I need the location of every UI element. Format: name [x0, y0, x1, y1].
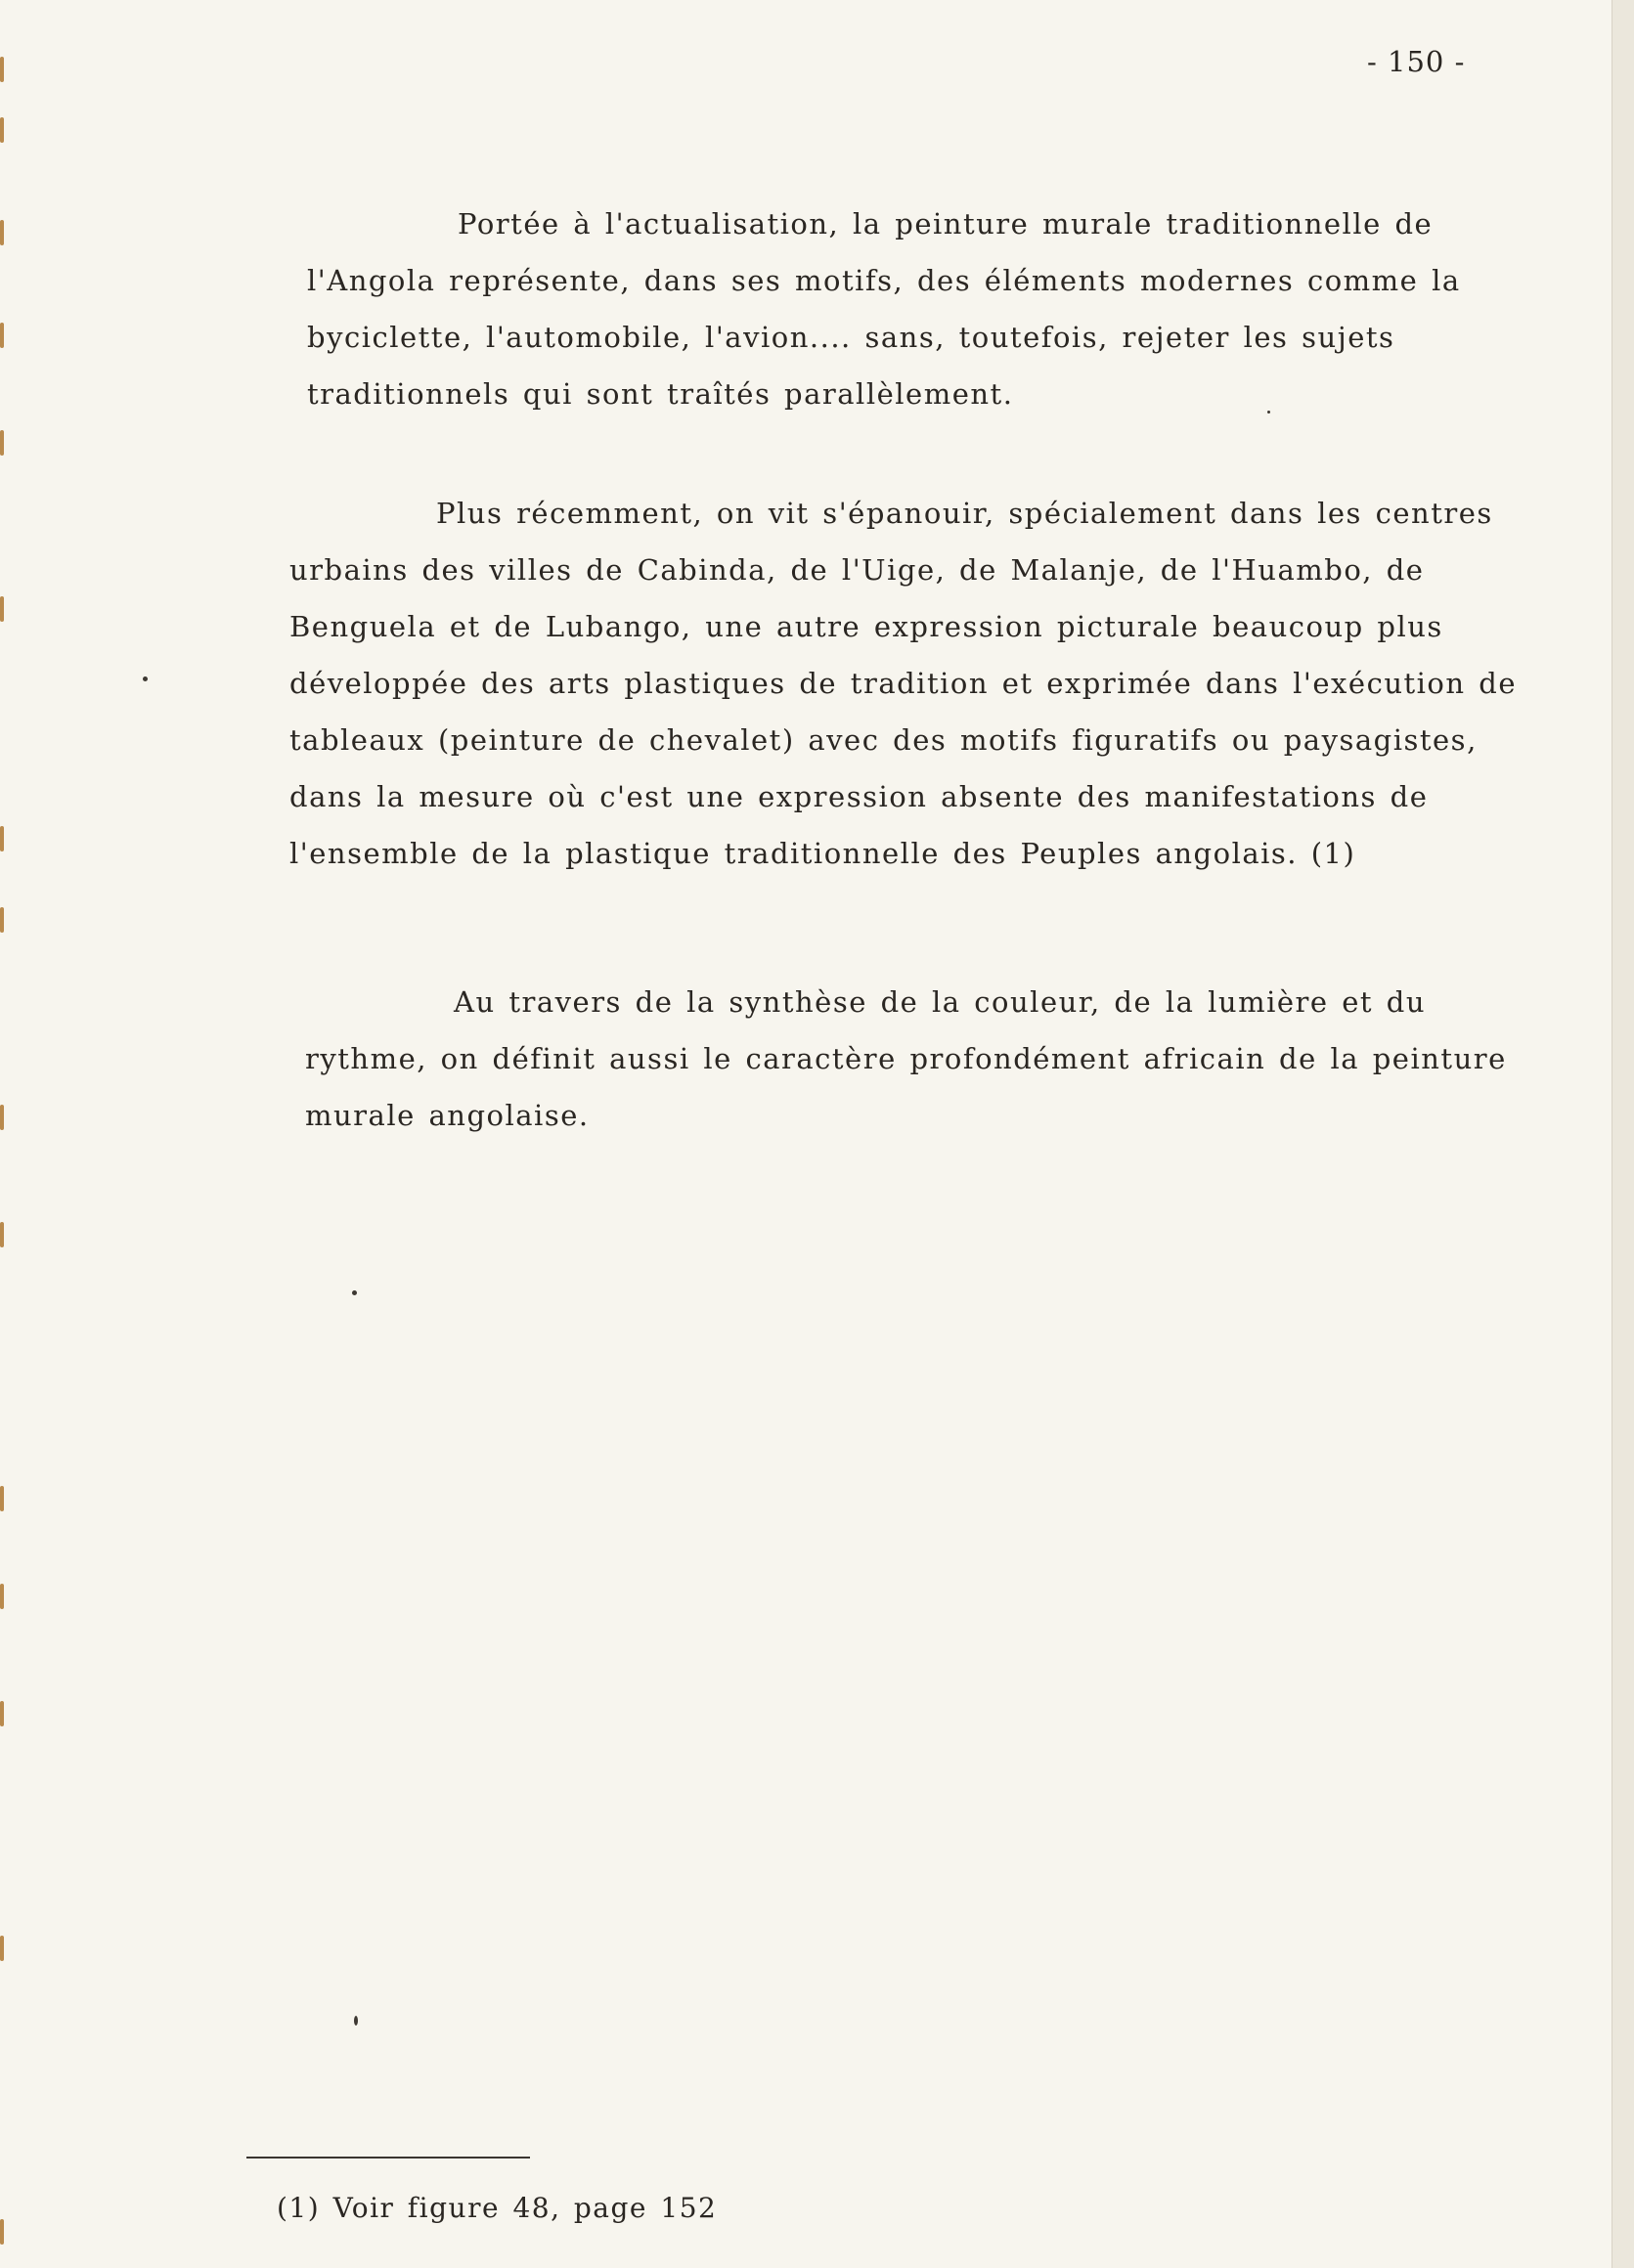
ink-speck — [354, 2016, 358, 2026]
ink-speck — [1267, 411, 1270, 414]
page-number: - 150 - — [1367, 45, 1466, 78]
text-line: murale angolaise. — [305, 1099, 590, 1132]
text-line: l'ensemble de la plastique traditionnelle des Peuples angolais. (1) — [289, 837, 1356, 870]
text-line: Benguela et de Lubango, une autre expression picturale beaucoup plus — [289, 610, 1443, 643]
text-line: Plus récemment, on vit s'épanouir, spécialement dans les centres — [436, 497, 1493, 530]
text-line: traditionnels qui sont traîtés parallèlement. — [307, 377, 1014, 411]
text-line: l'Angola représente, dans ses motifs, des éléments modernes comme la — [307, 264, 1461, 297]
text-line: développée des arts plastiques de tradition et exprimée dans l'exécution de — [289, 667, 1518, 700]
text-line: Portée à l'actualisation, la peinture murale traditionnelle de — [458, 207, 1434, 240]
text-line: urbains des villes de Cabinda, de l'Uige, de Malanje, de l'Huambo, de — [289, 553, 1425, 587]
paragraph-1 — [307, 196, 1461, 422]
text-line: Au travers de la synthèse de la couleur, de la lumière et du — [454, 985, 1427, 1019]
paragraph-2 — [289, 485, 1517, 882]
text-line: dans la mesure où c'est une expression absente des manifestations de — [289, 780, 1429, 813]
text-line: byciclette, l'automobile, l'avion.... sans, toutefois, rejeter les sujets — [307, 321, 1395, 354]
footnote: (1) Voir figure 48, page 152 — [277, 2192, 718, 2224]
text-line: rythme, on définit aussi le caractère profondément africain de la peinture — [305, 1042, 1507, 1075]
page-edge — [1612, 0, 1634, 2268]
footnote-separator — [246, 2157, 530, 2159]
paragraph-3 — [305, 974, 1507, 1144]
text-line: tableaux (peinture de chevalet) avec des motifs figuratifs ou paysagistes, — [289, 723, 1478, 757]
ink-speck — [143, 676, 148, 681]
ink-speck — [352, 1290, 357, 1295]
